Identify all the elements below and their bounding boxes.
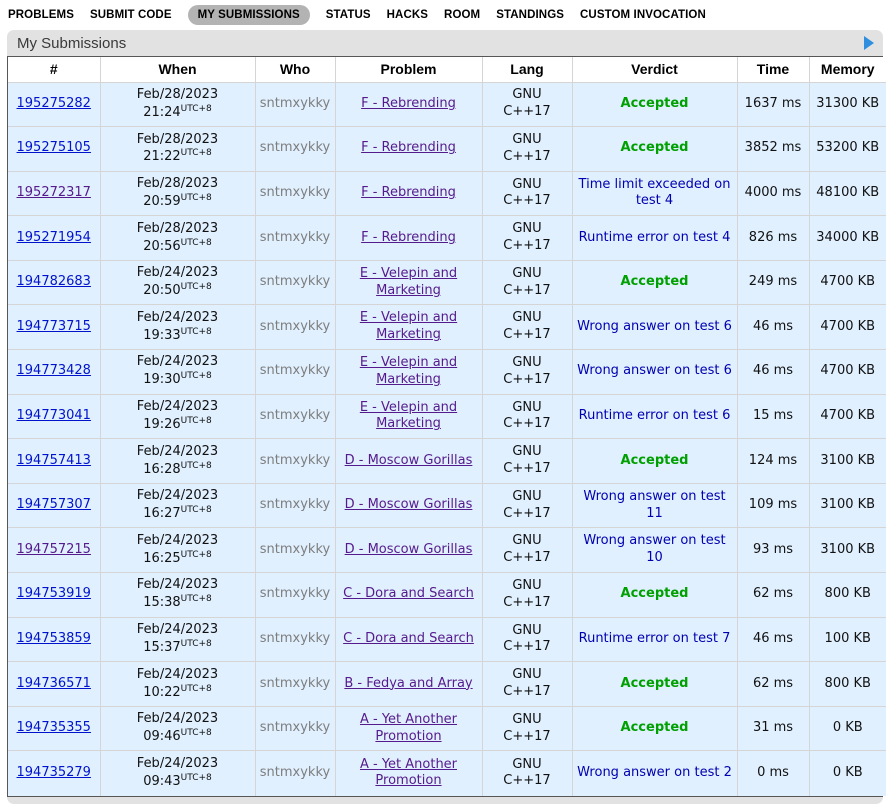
submission-id-cell	[8, 394, 100, 439]
submission-verdict-cell	[572, 706, 737, 751]
timezone-label: UTC+8	[180, 505, 212, 516]
memory-cell: 3100 KB	[809, 528, 886, 573]
submission-problem-cell	[335, 171, 482, 216]
language-label: GNU C++17	[503, 667, 551, 700]
problem-link[interactable]: A - Yet Another Promotion	[359, 756, 458, 789]
timezone-label: UTC+8	[180, 148, 212, 159]
user-handle[interactable]: sntmxykky	[259, 408, 331, 423]
verdict-label: Wrong answer on test 6	[577, 363, 732, 379]
submission-who-cell	[255, 82, 335, 127]
timezone-label: UTC+8	[180, 103, 212, 114]
submission-id-link[interactable]: 194757413	[16, 452, 91, 468]
language-label: GNU C++17	[503, 444, 551, 477]
column-header: #	[8, 57, 100, 82]
time-cell: 124 ms	[737, 439, 809, 484]
submission-who-cell	[255, 528, 335, 573]
submission-who-cell	[255, 216, 335, 261]
submission-verdict-cell	[572, 350, 737, 395]
memory-cell: 3100 KB	[809, 483, 886, 528]
user-handle[interactable]: sntmxykky	[259, 720, 331, 736]
language-label: GNU C++17	[503, 221, 551, 254]
submission-id-cell	[8, 82, 100, 127]
submission-problem-cell	[335, 127, 482, 172]
submission-date: Feb/24/2023	[136, 443, 219, 459]
verdict-label: Accepted	[620, 274, 689, 290]
submission-time: $20:50^{UTC+8}$	[143, 282, 212, 299]
memory-cell: 53200 KB	[809, 127, 886, 172]
submission-lang-cell	[482, 216, 572, 261]
language-label: GNU C++17	[503, 488, 551, 521]
memory-cell: 800 KB	[809, 573, 886, 618]
submission-id-link[interactable]: 194782683	[16, 274, 91, 290]
submission-verdict-cell	[572, 82, 737, 127]
submission-time: $21:24^{UTC+8}$	[143, 103, 212, 120]
submission-id-cell	[8, 216, 100, 261]
timezone-label: UTC+8	[180, 594, 212, 605]
language-label: GNU C++17	[503, 399, 551, 432]
nav-item-my-submissions[interactable]: MY SUBMISSIONS	[188, 5, 310, 25]
column-header: Verdict	[572, 57, 737, 82]
memory-cell: 4700 KB	[809, 260, 886, 305]
verdict-label: Wrong answer on test 6	[577, 318, 732, 334]
submission-id-cell	[8, 573, 100, 618]
submission-id-cell	[8, 350, 100, 395]
submission-date: Feb/28/2023	[136, 131, 219, 147]
submission-time: $10:22^{UTC+8}$	[143, 683, 212, 700]
table-row	[8, 573, 886, 618]
nav-item-standings[interactable]: STANDINGS	[496, 9, 565, 21]
timezone-label: UTC+8	[180, 683, 212, 694]
submission-time: $16:25^{UTC+8}$	[143, 549, 212, 566]
problem-link[interactable]: B - Fedya and Array	[344, 675, 473, 691]
time-cell: 1637 ms	[737, 82, 809, 127]
verdict-label: Runtime error on test 7	[578, 630, 731, 646]
submission-lang-cell	[482, 573, 572, 618]
submission-problem-cell	[335, 617, 482, 662]
timezone-label: UTC+8	[180, 237, 212, 248]
submission-id-link[interactable]: 194735355	[16, 720, 91, 736]
submission-lang-cell	[482, 127, 572, 172]
submission-id-link[interactable]: 194736571	[16, 675, 91, 691]
verdict-label: Time limit exceeded on test 4	[578, 176, 731, 209]
submission-when-cell	[100, 617, 255, 662]
column-header: Time	[737, 57, 809, 82]
time-cell: 46 ms	[737, 305, 809, 350]
time-cell: 46 ms	[737, 350, 809, 395]
time-cell: 93 ms	[737, 528, 809, 573]
memory-cell: 100 KB	[809, 617, 886, 662]
submission-verdict-cell	[572, 751, 737, 796]
submission-time: $20:56^{UTC+8}$	[143, 237, 212, 254]
submission-problem-cell	[335, 528, 482, 573]
submission-problem-cell	[335, 82, 482, 127]
user-handle[interactable]: sntmxykky	[259, 675, 331, 691]
timezone-label: UTC+8	[180, 638, 212, 649]
table-row	[8, 617, 886, 662]
submission-problem-cell	[335, 751, 482, 796]
memory-cell: 4700 KB	[809, 305, 886, 350]
submission-id-link[interactable]: 194773041	[16, 408, 91, 423]
submission-id-link[interactable]: 194773715	[16, 318, 91, 334]
time-cell: 15 ms	[737, 394, 809, 439]
submission-lang-cell	[482, 617, 572, 662]
submission-date: Feb/24/2023	[136, 265, 219, 281]
submission-date: Feb/24/2023	[136, 711, 219, 727]
submission-verdict-cell	[572, 260, 737, 305]
problem-link[interactable]: E - Velepin and Marketing	[359, 265, 458, 298]
problem-link[interactable]: E - Velepin and Marketing	[359, 310, 458, 343]
submission-when-cell	[100, 350, 255, 395]
submission-when-cell	[100, 82, 255, 127]
submission-lang-cell	[482, 528, 572, 573]
user-handle[interactable]: sntmxykky	[259, 185, 331, 201]
problem-link[interactable]: F - Rebrending	[361, 229, 456, 245]
timezone-label: UTC+8	[180, 460, 212, 471]
submission-id-link[interactable]: 194735279	[16, 765, 91, 780]
submission-time: $09:43^{UTC+8}$	[143, 772, 212, 789]
submission-lang-cell	[482, 82, 572, 127]
submission-id-cell	[8, 706, 100, 751]
submission-who-cell	[255, 483, 335, 528]
timezone-label: UTC+8	[180, 728, 212, 739]
submission-who-cell	[255, 662, 335, 707]
submission-time: $15:38^{UTC+8}$	[143, 594, 212, 611]
submission-id-link[interactable]: 194753919	[16, 586, 91, 602]
submission-date: Feb/28/2023	[136, 176, 219, 192]
time-cell: 109 ms	[737, 483, 809, 528]
language-label: GNU C++17	[503, 533, 551, 566]
nav-item-hacks[interactable]: HACKS	[386, 9, 429, 21]
submission-id-cell	[8, 305, 100, 350]
timezone-label: UTC+8	[180, 549, 212, 560]
submission-who-cell	[255, 350, 335, 395]
verdict-label: Accepted	[620, 586, 689, 602]
submission-id-cell	[8, 260, 100, 305]
table-row	[8, 439, 886, 484]
table-row	[8, 260, 886, 305]
submission-id-link[interactable]: 195275105	[16, 140, 91, 156]
table-row	[8, 751, 886, 796]
table-row	[8, 82, 886, 127]
verdict-label: Accepted	[620, 140, 689, 156]
submission-verdict-cell	[572, 573, 737, 618]
submission-id-cell	[8, 751, 100, 796]
column-header: When	[100, 57, 255, 82]
submission-date: Feb/24/2023	[136, 577, 219, 593]
submission-id-link[interactable]: 194757307	[16, 497, 91, 513]
my-submissions-widget	[7, 30, 883, 804]
submission-id-link[interactable]: 194753859	[16, 630, 91, 646]
memory-cell: 3100 KB	[809, 439, 886, 484]
submission-who-cell	[255, 706, 335, 751]
submission-who-cell	[255, 617, 335, 662]
table-row	[8, 305, 886, 350]
submission-time: $21:22^{UTC+8}$	[143, 148, 212, 165]
submission-lang-cell	[482, 706, 572, 751]
submission-id-cell	[8, 127, 100, 172]
language-label: GNU C++17	[503, 622, 551, 655]
submission-who-cell	[255, 260, 335, 305]
language-label: GNU C++17	[503, 265, 551, 298]
submission-problem-cell	[335, 662, 482, 707]
submission-when-cell	[100, 260, 255, 305]
submission-when-cell	[100, 662, 255, 707]
language-label: GNU C++17	[503, 132, 551, 164]
submission-date: Feb/28/2023	[136, 220, 219, 236]
submission-when-cell	[100, 483, 255, 528]
user-handle[interactable]: sntmxykky	[259, 318, 331, 334]
submission-when-cell	[100, 305, 255, 350]
table-row	[8, 350, 886, 395]
nav-item-submit-code[interactable]: SUBMIT CODE	[89, 9, 172, 21]
submission-problem-cell	[335, 216, 482, 261]
verdict-label: Wrong answer on test 2	[577, 765, 732, 780]
time-cell: 62 ms	[737, 573, 809, 618]
user-handle[interactable]: sntmxykky	[259, 586, 331, 602]
memory-cell: 0 KB	[809, 751, 886, 796]
submission-lang-cell	[482, 350, 572, 395]
submission-lang-cell	[482, 662, 572, 707]
language-label: GNU C++17	[503, 711, 551, 744]
submission-problem-cell	[335, 483, 482, 528]
table-row	[8, 528, 886, 573]
time-cell: 249 ms	[737, 260, 809, 305]
submission-when-cell	[100, 171, 255, 216]
submission-time: $19:30^{UTC+8}$	[143, 371, 212, 388]
submission-id-cell	[8, 171, 100, 216]
user-handle[interactable]: sntmxykky	[259, 541, 331, 557]
memory-cell: 4700 KB	[809, 394, 886, 439]
submission-who-cell	[255, 394, 335, 439]
column-header: Lang	[482, 57, 572, 82]
nav-item-status[interactable]: STATUS	[325, 9, 371, 21]
nav-item-problems[interactable]: PROBLEMS	[8, 9, 74, 21]
language-label: GNU C++17	[503, 310, 551, 343]
problem-link[interactable]: D - Moscow Gorillas	[344, 452, 473, 468]
user-handle[interactable]: sntmxykky	[259, 95, 331, 111]
verdict-label: Accepted	[620, 720, 689, 736]
memory-cell: 800 KB	[809, 662, 886, 707]
submission-verdict-cell	[572, 483, 737, 528]
submission-verdict-cell	[572, 127, 737, 172]
user-handle[interactable]: sntmxykky	[259, 765, 331, 780]
submission-date: Feb/24/2023	[136, 666, 219, 682]
submission-verdict-cell	[572, 171, 737, 216]
table-row	[8, 662, 886, 707]
language-label: GNU C++17	[503, 176, 551, 209]
submission-date: Feb/24/2023	[136, 399, 219, 415]
timezone-label: UTC+8	[180, 282, 212, 293]
table-row	[8, 216, 886, 261]
table-header	[8, 57, 886, 82]
submission-id-cell	[8, 662, 100, 707]
submission-verdict-cell	[572, 439, 737, 484]
submission-id-link[interactable]: 194757215	[16, 541, 91, 557]
submission-problem-cell	[335, 350, 482, 395]
submission-who-cell	[255, 127, 335, 172]
submission-who-cell	[255, 751, 335, 796]
submission-when-cell	[100, 706, 255, 751]
submission-date: Feb/24/2023	[136, 622, 219, 638]
verdict-label: Wrong answer on test 11	[583, 488, 726, 521]
submissions-table	[8, 57, 886, 796]
submission-time: $09:46^{UTC+8}$	[143, 728, 212, 745]
submission-verdict-cell	[572, 216, 737, 261]
submission-date: Feb/24/2023	[136, 309, 219, 325]
submission-problem-cell	[335, 573, 482, 618]
submission-verdict-cell	[572, 617, 737, 662]
user-handle[interactable]: sntmxykky	[259, 363, 331, 379]
submission-when-cell	[100, 573, 255, 618]
submission-problem-cell	[335, 305, 482, 350]
problem-link[interactable]: F - Rebrending	[361, 140, 456, 156]
submission-date: Feb/24/2023	[136, 756, 219, 772]
verdict-label: Accepted	[620, 452, 689, 468]
submission-time: $20:59^{UTC+8}$	[143, 192, 212, 209]
submission-id-cell	[8, 528, 100, 573]
submission-time: $15:37^{UTC+8}$	[143, 638, 212, 655]
submission-problem-cell	[335, 394, 482, 439]
submission-lang-cell	[482, 260, 572, 305]
problem-link[interactable]: C - Dora and Search	[343, 586, 474, 602]
page-title: My Submissions	[17, 34, 127, 52]
submission-id-link[interactable]: 195271954	[16, 229, 91, 245]
language-label: GNU C++17	[503, 87, 551, 120]
submission-id-cell	[8, 617, 100, 662]
column-header: Problem	[335, 57, 482, 82]
submission-date: Feb/28/2023	[136, 86, 219, 102]
time-cell: 46 ms	[737, 617, 809, 662]
verdict-label: Runtime error on test 4	[578, 229, 731, 245]
time-cell: 4000 ms	[737, 171, 809, 216]
contest-nav	[0, 0, 890, 28]
column-header: Memory	[809, 57, 886, 82]
problem-link[interactable]: D - Moscow Gorillas	[344, 497, 473, 513]
submission-who-cell	[255, 305, 335, 350]
user-handle[interactable]: sntmxykky	[259, 497, 331, 513]
submission-time: $16:27^{UTC+8}$	[143, 505, 212, 522]
submission-when-cell	[100, 528, 255, 573]
table-row	[8, 394, 886, 439]
time-cell: 3852 ms	[737, 127, 809, 172]
submission-when-cell	[100, 127, 255, 172]
widget-caption-bar	[7, 30, 883, 56]
language-label: GNU C++17	[503, 354, 551, 387]
submission-lang-cell	[482, 171, 572, 216]
submission-when-cell	[100, 751, 255, 796]
submission-id-link[interactable]: 195272317	[16, 185, 91, 201]
submission-date: Feb/24/2023	[136, 488, 219, 504]
submission-who-cell	[255, 171, 335, 216]
verdict-label: Runtime error on test 6	[578, 408, 731, 423]
submission-problem-cell	[335, 706, 482, 751]
submission-verdict-cell	[572, 305, 737, 350]
submission-lang-cell	[482, 439, 572, 484]
submission-lang-cell	[482, 751, 572, 796]
problem-link[interactable]: E - Velepin and Marketing	[359, 354, 458, 387]
problem-link[interactable]: E - Velepin and Marketing	[359, 399, 458, 432]
verdict-label: Wrong answer on test 10	[583, 533, 726, 566]
submission-id-cell	[8, 483, 100, 528]
submission-when-cell	[100, 439, 255, 484]
submission-who-cell	[255, 573, 335, 618]
language-label: GNU C++17	[503, 577, 551, 610]
table-row	[8, 706, 886, 751]
verdict-label: Accepted	[620, 95, 689, 111]
submission-time: $19:33^{UTC+8}$	[143, 326, 212, 343]
expand-arrow-icon[interactable]	[864, 36, 874, 50]
submission-when-cell	[100, 394, 255, 439]
nav-item-room[interactable]: ROOM	[444, 9, 481, 21]
submission-verdict-cell	[572, 662, 737, 707]
submission-date: Feb/24/2023	[136, 354, 219, 370]
problem-link[interactable]: D - Moscow Gorillas	[344, 541, 473, 557]
submission-verdict-cell	[572, 528, 737, 573]
timezone-label: UTC+8	[180, 371, 212, 382]
widget-footer-strip	[7, 797, 883, 804]
column-header: Who	[255, 57, 335, 82]
timezone-label: UTC+8	[180, 326, 212, 337]
time-cell: 31 ms	[737, 706, 809, 751]
time-cell: 826 ms	[737, 216, 809, 261]
memory-cell: 4700 KB	[809, 350, 886, 395]
problem-link[interactable]: F - Rebrending	[361, 95, 456, 111]
submission-when-cell	[100, 216, 255, 261]
nav-item-custom-invocation[interactable]: CUSTOM INVOCATION	[580, 9, 706, 21]
timezone-label: UTC+8	[180, 772, 212, 783]
table-row	[8, 483, 886, 528]
memory-cell: 48100 KB	[809, 171, 886, 216]
timezone-label: UTC+8	[180, 192, 212, 203]
submissions-table-wrap	[7, 56, 883, 797]
submission-lang-cell	[482, 483, 572, 528]
submission-time: $16:28^{UTC+8}$	[143, 460, 212, 477]
user-handle[interactable]: sntmxykky	[259, 630, 331, 646]
user-handle[interactable]: sntmxykky	[259, 274, 331, 290]
memory-cell: 31300 KB	[809, 82, 886, 127]
verdict-label: Accepted	[620, 675, 689, 691]
problem-link[interactable]: F - Rebrending	[361, 185, 456, 201]
user-handle[interactable]: sntmxykky	[259, 140, 331, 156]
table-row	[8, 171, 886, 216]
submission-id-cell	[8, 439, 100, 484]
timezone-label: UTC+8	[180, 415, 212, 426]
user-handle[interactable]: sntmxykky	[259, 452, 331, 468]
memory-cell: 0 KB	[809, 706, 886, 751]
language-label: GNU C++17	[503, 756, 551, 789]
submission-lang-cell	[482, 394, 572, 439]
table-row	[8, 127, 886, 172]
time-cell: 62 ms	[737, 662, 809, 707]
header-row	[8, 57, 886, 82]
submission-verdict-cell	[572, 394, 737, 439]
submission-id-link[interactable]: 195275282	[16, 95, 91, 111]
submission-lang-cell	[482, 305, 572, 350]
time-cell: 0 ms	[737, 751, 809, 796]
submission-time: $19:26^{UTC+8}$	[143, 415, 212, 432]
problem-link[interactable]: C - Dora and Search	[343, 630, 474, 646]
submission-date: Feb/24/2023	[136, 532, 219, 548]
memory-cell: 34000 KB	[809, 216, 886, 261]
problem-link[interactable]: A - Yet Another Promotion	[359, 711, 458, 744]
submission-who-cell	[255, 439, 335, 484]
submission-id-link[interactable]: 194773428	[16, 363, 91, 379]
submission-problem-cell	[335, 439, 482, 484]
submissions-tbody	[8, 82, 886, 796]
submission-problem-cell	[335, 260, 482, 305]
user-handle[interactable]: sntmxykky	[259, 229, 331, 245]
